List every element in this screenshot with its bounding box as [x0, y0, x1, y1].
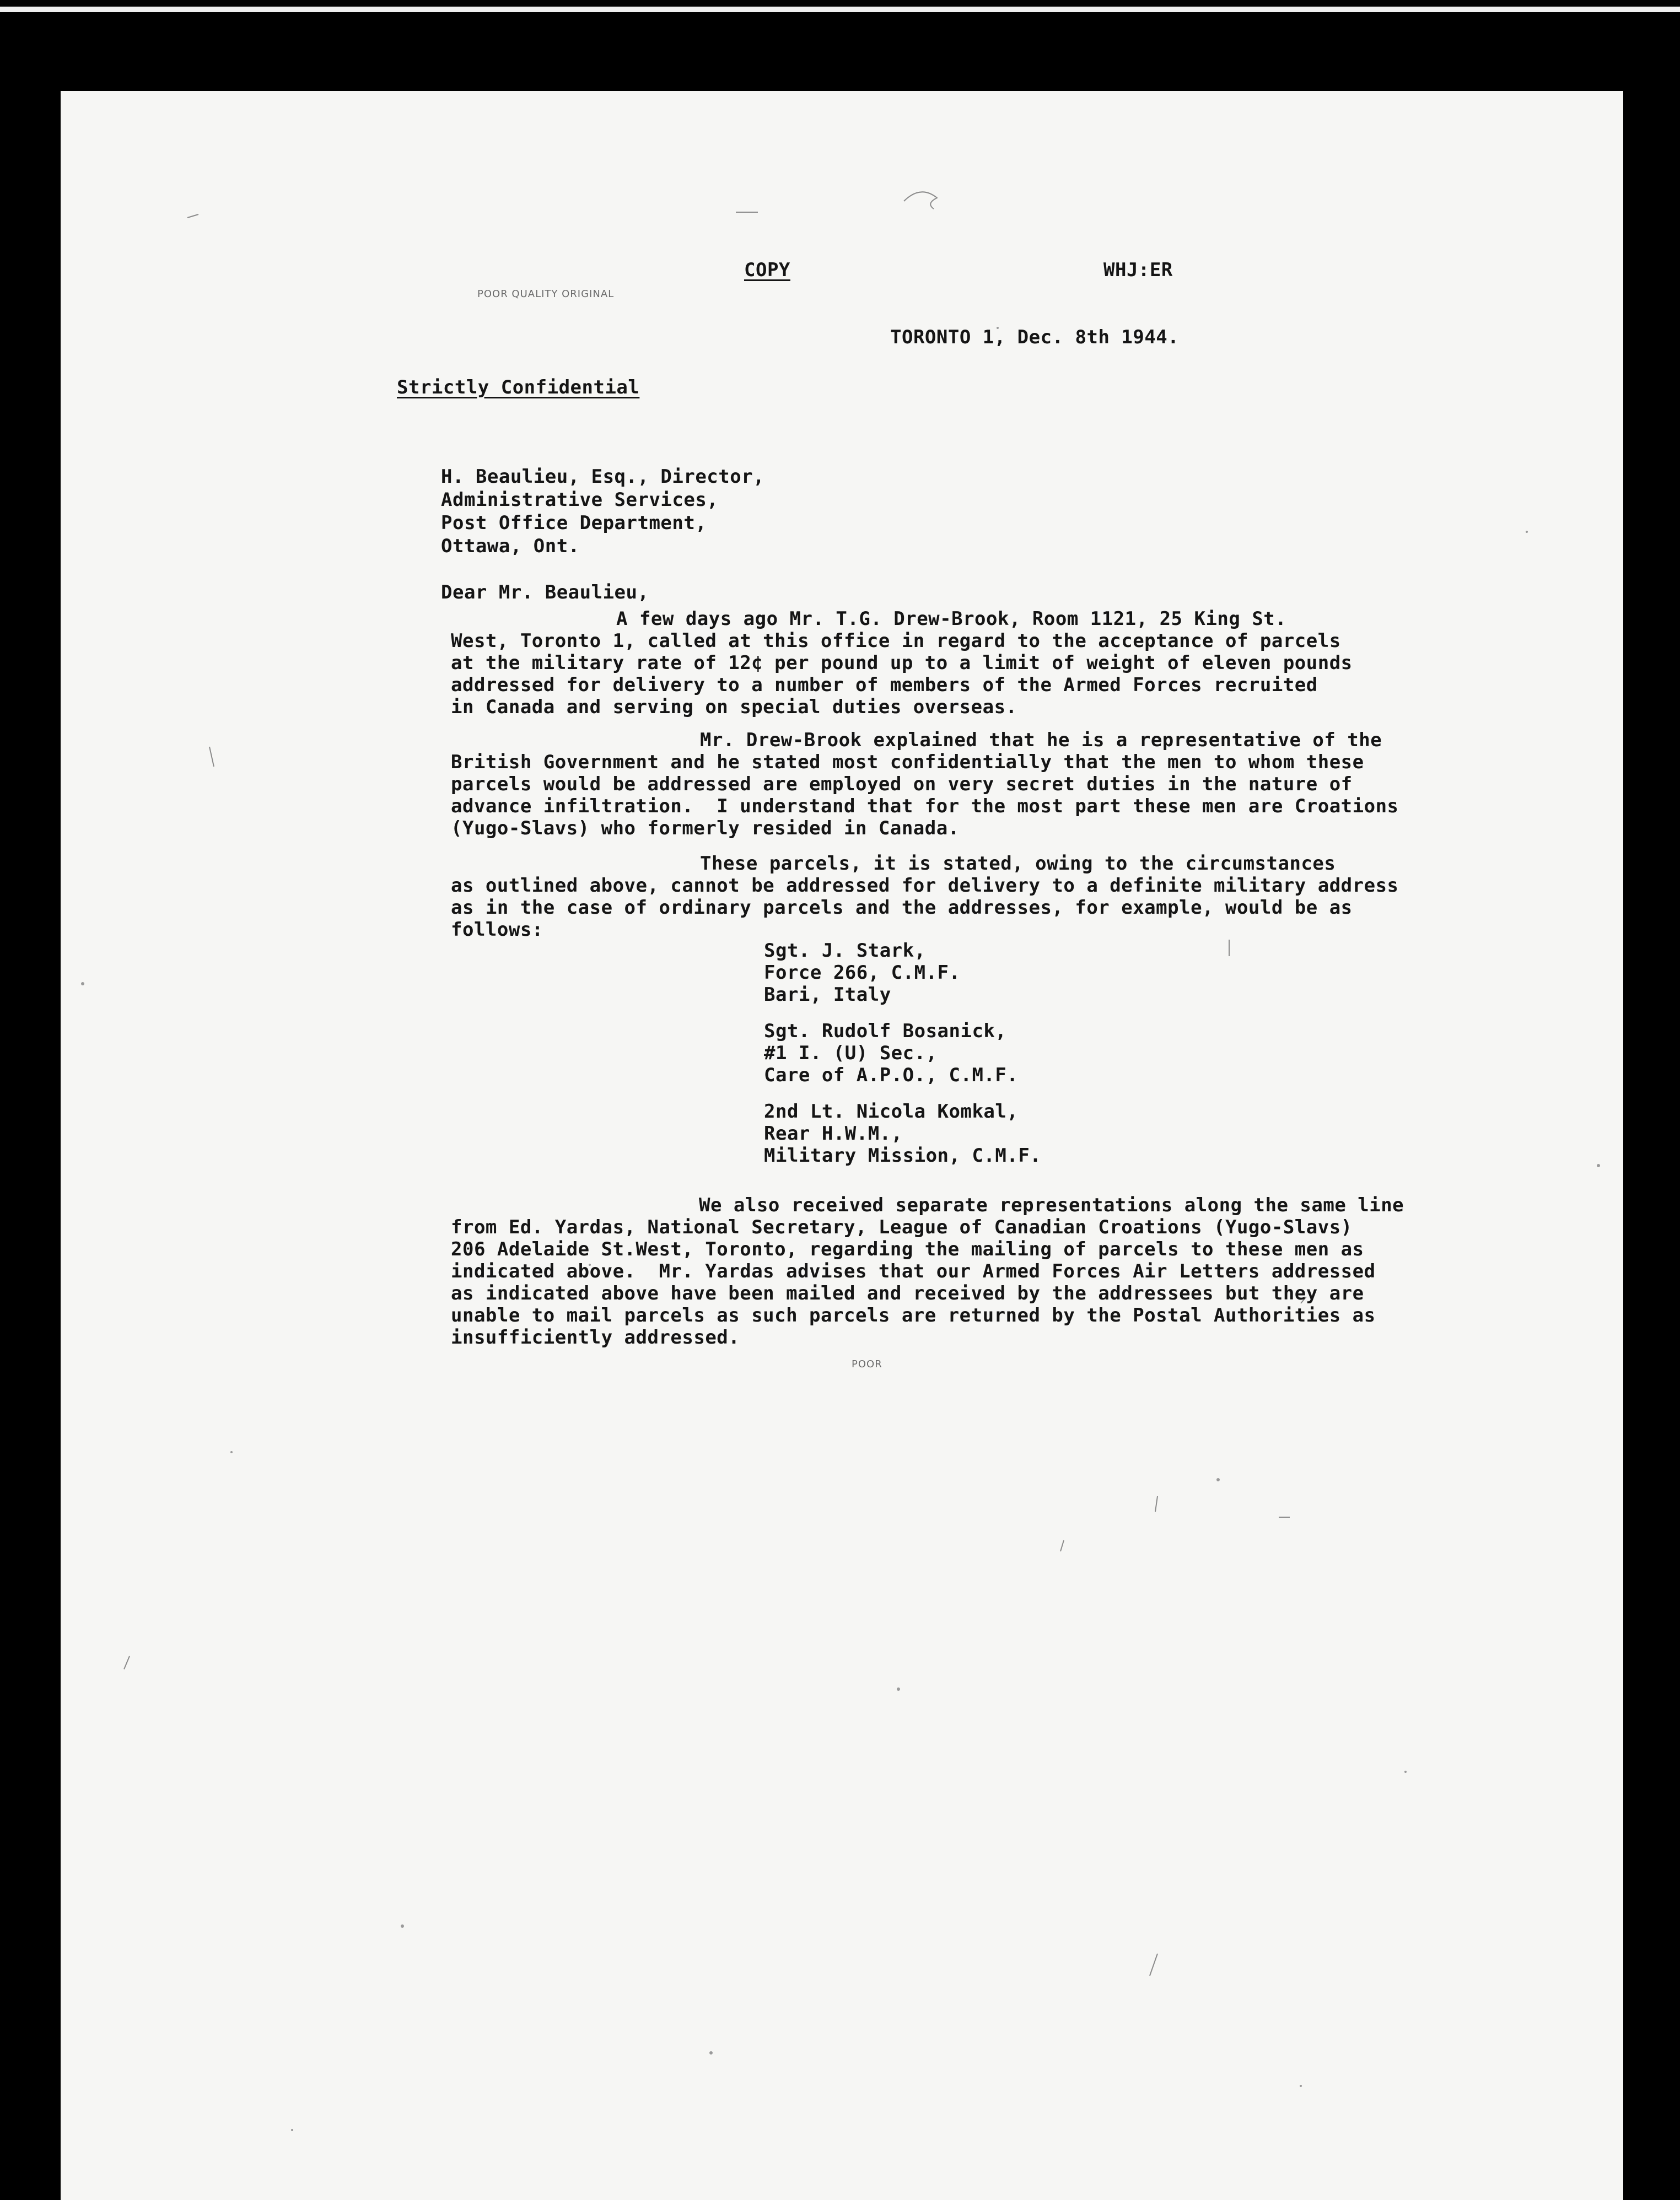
salutation: Dear Mr. Beaulieu,	[441, 581, 649, 603]
poor-quality-stamp: POOR QUALITY ORIGINAL	[477, 288, 615, 300]
address-line: 2nd Lt. Nicola Komkal,	[764, 1101, 1019, 1123]
paragraph-line: at the military rate of 12¢ per pound up to a limit of weight of eleven pounds	[451, 652, 1353, 674]
paragraph-line: as indicated above have been mailed and received by the addressees but they are	[451, 1282, 1364, 1304]
paragraph-line: addressed for delivery to a number of members of the Armed Forces recruited	[451, 674, 1318, 696]
recipient-line: Post Office Department,	[441, 512, 707, 534]
address-line: Care of A.P.O., C.M.F.	[764, 1064, 1019, 1086]
paragraph-line: British Government and he stated most confidentially that the men to whom these	[451, 751, 1364, 773]
recipient-line: Ottawa, Ont.	[441, 535, 580, 557]
paragraph-line: indicated above. Mr. Yardas advises that our Armed Forces Air Letters addressed	[451, 1260, 1376, 1282]
address-line: Bari, Italy	[764, 984, 891, 1006]
address-line: Sgt. Rudolf Bosanick,	[764, 1020, 1007, 1042]
paragraph-line: in Canada and serving on special duties overseas.	[451, 696, 1017, 718]
paragraph-line: insufficiently addressed.	[451, 1327, 740, 1349]
classification-heading: Strictly Confidential	[397, 376, 640, 398]
letter-page	[61, 91, 1623, 2200]
recipient-line: Administrative Services,	[441, 489, 719, 511]
paragraph-line: These parcels, it is stated, owing to the circumstances	[700, 853, 1336, 875]
copy-label: COPY	[744, 259, 790, 281]
paragraph-line: parcels would be addressed are employed on very secret duties in the nature of	[451, 773, 1353, 795]
paragraph-line: as in the case of ordinary parcels and the addresses, for example, would be as	[451, 897, 1353, 919]
paragraph-line: A few days ago Mr. T.G. Drew-Brook, Room 1121, 25 King St.	[616, 608, 1287, 630]
paragraph-line: advance infiltration. I understand that for the most part these men are Croations	[451, 795, 1399, 817]
typist-initials: WHJ:ER	[1103, 259, 1173, 281]
paragraph-line: Mr. Drew-Brook explained that he is a representative of the	[700, 729, 1382, 751]
paragraph-line: West, Toronto 1, called at this office in regard to the acceptance of parcels	[451, 630, 1341, 652]
address-line: Rear H.W.M.,	[764, 1123, 903, 1145]
address-line: Sgt. J. Stark,	[764, 940, 926, 962]
paragraph-line: We also received separate representations along the same line	[699, 1194, 1404, 1216]
paragraph-line: unable to mail parcels as such parcels are returned by the Postal Authorities as	[451, 1304, 1376, 1327]
film-edge-rule	[0, 7, 1680, 12]
paragraph-line: from Ed. Yardas, National Secretary, League of Canadian Croations (Yugo-Slavs)	[451, 1216, 1353, 1238]
paragraph-line: 206 Adelaide St.West, Toronto, regarding the mailing of parcels to these men as	[451, 1238, 1364, 1260]
paragraph-line: as outlined above, cannot be addressed for delivery to a definite military address	[451, 875, 1399, 897]
recipient-line: H. Beaulieu, Esq., Director,	[441, 466, 765, 488]
address-line: #1 I. (U) Sec.,	[764, 1042, 938, 1064]
footer-stamp: POOR	[852, 1358, 882, 1370]
address-line: Force 266, C.M.F.	[764, 962, 961, 984]
paragraph-line: follows:	[451, 919, 543, 941]
address-line: Military Mission, C.M.F.	[764, 1145, 1042, 1167]
place-date: TORONTO 1, Dec. 8th 1944.	[890, 326, 1180, 348]
paragraph-line: (Yugo-Slavs) who formerly resided in Canada.	[451, 817, 960, 839]
